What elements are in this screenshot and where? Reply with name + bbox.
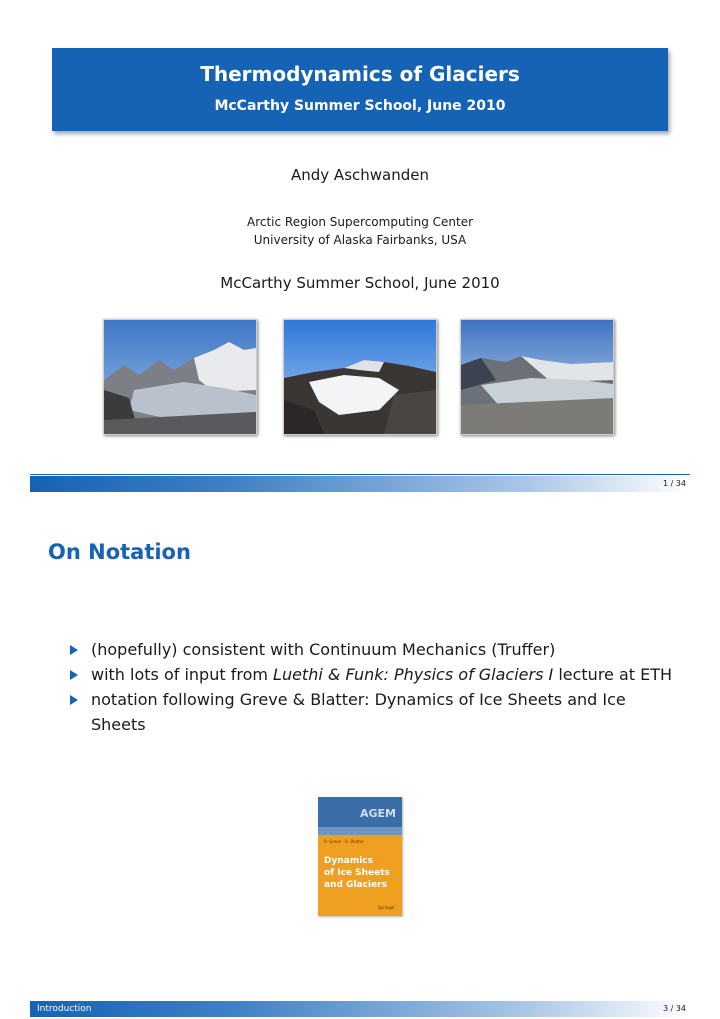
slide-subtitle: McCarthy Summer School, June 2010 xyxy=(214,98,506,114)
bullet-text-emphasis: Luethi & Funk: Physics of Glaciers I xyxy=(273,665,554,684)
book-authors: R. Greve · H. Blatter xyxy=(324,839,364,844)
book-series-label: AGEM xyxy=(359,807,396,820)
page-number: 1 / 34 xyxy=(662,479,686,488)
frame-title: On Notation xyxy=(48,540,191,564)
book-title-2: of Ice Sheets xyxy=(324,868,390,878)
book-title-1: Dynamics xyxy=(324,856,373,866)
book-publisher: Springer xyxy=(378,905,396,910)
event-name: McCarthy Summer School, June 2010 xyxy=(220,274,500,292)
slide-title: Thermodynamics of Glaciers xyxy=(200,62,520,86)
institution-line-2: University of Alaska Fairbanks, USA xyxy=(253,233,467,247)
bullet-text-pre: with lots of input from xyxy=(91,665,274,684)
list-item xyxy=(70,662,680,687)
footer-bar xyxy=(30,1001,690,1017)
list-item xyxy=(70,687,680,737)
book-cover xyxy=(318,797,402,916)
institution xyxy=(0,213,720,249)
list-item xyxy=(70,637,680,662)
triangle-bullet-icon xyxy=(70,645,78,655)
glacier-photo-1 xyxy=(103,319,257,435)
footer-rule xyxy=(30,474,690,475)
author-name: Andy Aschwanden xyxy=(291,166,429,184)
page-number: 3 / 34 xyxy=(662,1004,686,1013)
triangle-bullet-icon xyxy=(70,695,78,705)
bullet-text: (hopefully) consistent with Continuum Mechanics (Truffer) xyxy=(91,640,556,659)
triangle-bullet-icon xyxy=(70,670,78,680)
section-name: Introduction xyxy=(37,1004,92,1014)
bullet-text-post: lecture at ETH xyxy=(553,665,673,684)
title-banner xyxy=(52,48,668,131)
notation-slide xyxy=(0,510,720,1019)
footer-bar xyxy=(30,476,690,492)
bullet-list xyxy=(70,637,680,737)
institution-line-1: Arctic Region Supercomputing Center xyxy=(246,215,474,229)
bullet-text: notation following Greve & Blatter: Dynamics of Ice Sheets and Ice Sheets xyxy=(91,690,626,734)
glacier-photo-2 xyxy=(283,319,437,435)
book-title-3: and Glaciers xyxy=(324,880,387,890)
glacier-photo-3 xyxy=(460,319,614,435)
